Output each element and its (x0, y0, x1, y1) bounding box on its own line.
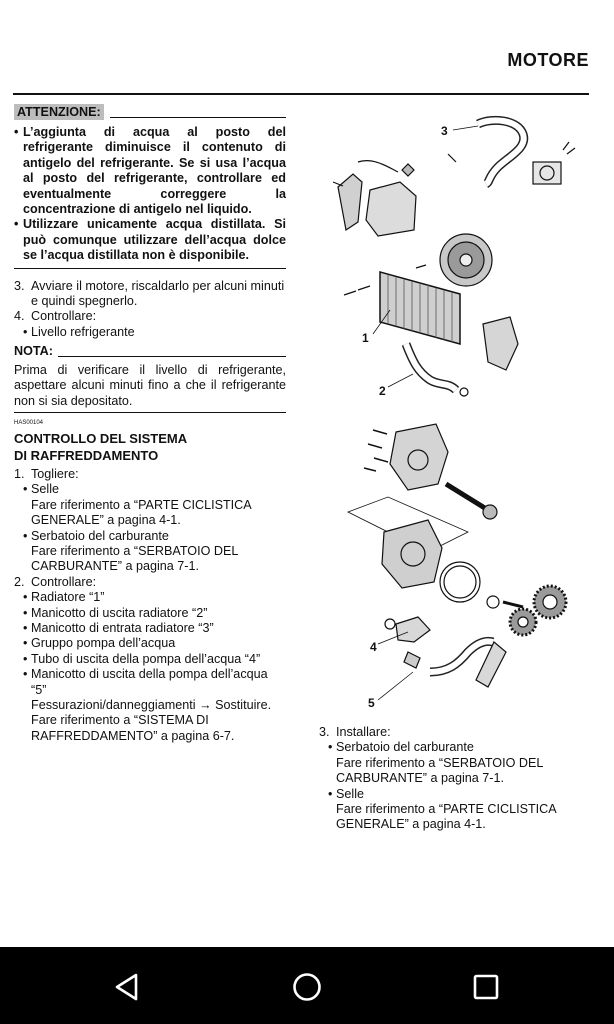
remove-item: • Selle (23, 482, 60, 497)
android-navigation-bar (0, 947, 614, 1024)
check-item-text: Livello refrigerante (31, 324, 135, 339)
attention-end-rule (14, 268, 286, 269)
step-1-remove: 1. Togliere: (14, 466, 79, 481)
callout-1: 1 (362, 331, 369, 345)
attention-label: ATTENZIONE: (14, 104, 104, 120)
section-title-line-2: DI RAFFREDDAMENTO (14, 447, 159, 463)
cooling-system-diagram (318, 112, 603, 717)
check-list-item: • Manicotto di uscita della pompa dell’acqua “5” (23, 667, 268, 697)
step-text: Controllare: (31, 309, 97, 324)
step-number: 4. (14, 309, 25, 324)
callout-2: 2 (379, 384, 386, 398)
back-button[interactable] (107, 967, 147, 1007)
nota-rule (58, 356, 286, 357)
header-rule (13, 93, 589, 95)
attention-rule (110, 117, 286, 118)
callout-5: 5 (368, 696, 375, 710)
section-code: HAS00104 (14, 419, 44, 426)
install-item-ref: Fare riferimento a “SERBATOIO DEL CARBURANTE” a pagina 7-1. (336, 755, 543, 786)
attention-bullet-1: • L’aggiunta di acqua al posto del refrigerante diminuisce il contenuto di antigelo del refrigerante. Se si usa l’acqua al posto del refrigerante, controllare ed eventualmente correggere la concentrazione di antigelo nel liquido. (14, 125, 286, 217)
back-triangle-icon (112, 972, 142, 1002)
step-3-install: 3. Installare: (319, 725, 391, 739)
install-item: • Selle (328, 786, 365, 801)
diagram-drawing (318, 112, 603, 717)
callout-4: 4 (370, 640, 377, 654)
check-list-item: • Manicotto di uscita radiatore “2” (23, 605, 208, 620)
section-title (14, 430, 286, 464)
check-note-damage: Fessurazioni/danneggiamenti → Sostituire. (31, 698, 272, 712)
check-list-item: • Tubo di uscita della pompa dell’acqua “4” (23, 651, 261, 666)
recents-square-icon (472, 973, 500, 1001)
nota-label: NOTA: (14, 344, 53, 359)
page-header-title: MOTORE (507, 50, 589, 70)
step-number: 3. (14, 278, 25, 293)
check-item-coolant-level: • Livello refrigerante (23, 324, 135, 339)
remove-item: • Serbatoio del carburante (23, 528, 169, 543)
nota-end-rule (14, 412, 286, 413)
check-list-item: • Gruppo pompa dell’acqua (23, 636, 176, 651)
home-button[interactable] (287, 967, 327, 1007)
install-item-ref: Fare riferimento a “PARTE CICLISTICA GENERALE” a pagina 4-1. (336, 802, 556, 832)
step-3-warmup (14, 279, 286, 310)
left-column (14, 104, 286, 744)
home-circle-icon (291, 971, 323, 1003)
callout-3: 3 (441, 124, 448, 138)
recents-button[interactable] (466, 967, 506, 1007)
attention-header (14, 104, 286, 120)
step-2-check: 2. Controllare: (14, 574, 97, 589)
step-text: Avviare il motore, riscaldarlo per alcuni minuti e quindi spegnerlo. (31, 278, 285, 309)
check-list-item: • Manicotto di entrata radiatore “3” (23, 620, 214, 635)
step-4-check (14, 309, 286, 324)
check-note-ref: Fare riferimento a “SISTEMA DI RAFFREDDAMENTO” a pagina 6-7. (31, 713, 235, 743)
remove-item-ref: Fare riferimento a “PARTE CICLISTICA GENERALE” a pagina 4-1. (31, 497, 251, 528)
check-list-item: • Radiatore “1” (23, 590, 105, 605)
right-column (319, 725, 594, 833)
nota-text: Prima di verificare il livello di refrigerante, aspettare alcuni minuti fino a che il refrigerante non si sia depositato. (14, 362, 286, 408)
remove-item-ref: Fare riferimento a “SERBATOIO DEL CARBURANTE” a pagina 7-1. (31, 543, 238, 574)
attention-bullet-2: • Utilizzare unicamente acqua distillata. Si può comunque utilizzare dell’acqua dolce se l’acqua distillata non è disponibile. (14, 217, 286, 263)
install-item: • Serbatoio del carburante (328, 740, 474, 755)
section-title-line-1: CONTROLLO DEL SISTEMA (14, 430, 188, 446)
nota-header (14, 344, 286, 359)
